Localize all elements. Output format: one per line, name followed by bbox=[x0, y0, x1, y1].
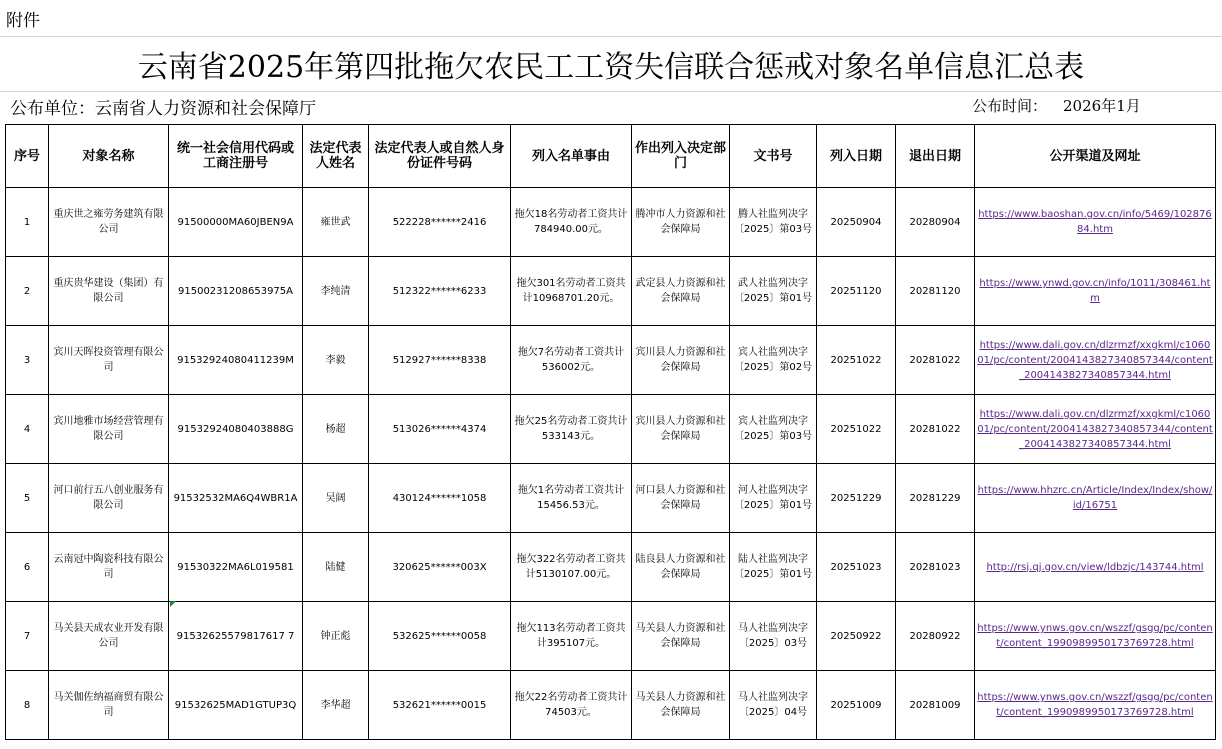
cell-legal-rep: 陆健 bbox=[303, 533, 369, 602]
cell-exit-date: 20281022 bbox=[896, 395, 975, 464]
cell-doc-no: 宾人社监列决字〔2025〕第03号 bbox=[730, 395, 817, 464]
channel-link[interactable]: https://www.hhzrc.cn/Article/Index/Index/show/id/16751 bbox=[977, 485, 1213, 511]
table-row bbox=[6, 395, 1216, 464]
cell-exit-date: 20281009 bbox=[896, 671, 975, 740]
cell-reason: 拖欠22名劳动者工资共计74503元。 bbox=[511, 671, 632, 740]
cell-exit-date: 20281023 bbox=[896, 533, 975, 602]
cell-credit-code: 91500000MA60JBEN9A bbox=[169, 188, 303, 257]
header-legal-rep: 法定代表人姓名 bbox=[303, 125, 369, 188]
cell-doc-no: 武人社监列决字〔2025〕第01号 bbox=[730, 257, 817, 326]
cell-reason: 拖欠18名劳动者工资共计784940.00元。 bbox=[511, 188, 632, 257]
cell-channel bbox=[975, 464, 1216, 533]
cell-doc-no: 马人社监列决字〔2025〕03号 bbox=[730, 602, 817, 671]
channel-link[interactable]: http://rsj.qj.gov.cn/view/ldbzjc/143744.html bbox=[986, 561, 1204, 573]
cell-channel bbox=[975, 671, 1216, 740]
cell-dept: 马关县人力资源和社会保障局 bbox=[632, 671, 730, 740]
channel-link[interactable]: https://www.baoshan.gov.cn/info/5469/10287684.htm bbox=[978, 209, 1212, 235]
cell-legal-rep: 杨超 bbox=[303, 395, 369, 464]
cell-list-date: 20250904 bbox=[817, 188, 896, 257]
cell-name: 河口前行五八创业服务有限公司 bbox=[49, 464, 169, 533]
cell-credit-code: 91532532MA6Q4WBR1A bbox=[169, 464, 303, 533]
cell-name: 马关县天成农业开发有限公司 bbox=[49, 602, 169, 671]
cell-id-number: 512927******8338 bbox=[369, 326, 511, 395]
cell-list-date: 20250922 bbox=[817, 602, 896, 671]
cell-comment-marker bbox=[170, 601, 176, 607]
cell-channel bbox=[975, 326, 1216, 395]
cell-reason: 拖欠301名劳动者工资共计10968701.20元。 bbox=[511, 257, 632, 326]
cell-id-number: 513026******4374 bbox=[369, 395, 511, 464]
cell-list-date: 20251229 bbox=[817, 464, 896, 533]
cell-name: 马关伽佐纳福商贸有限公司 bbox=[49, 671, 169, 740]
header-list-date: 列入日期 bbox=[817, 125, 896, 188]
cell-list-date: 20251120 bbox=[817, 257, 896, 326]
cell-no: 8 bbox=[6, 671, 49, 740]
cell-channel bbox=[975, 533, 1216, 602]
attachment-label: 附件 bbox=[6, 11, 40, 31]
header-name: 对象名称 bbox=[49, 125, 169, 188]
table-header-row bbox=[6, 125, 1216, 188]
cell-id-number: 532625******0058 bbox=[369, 602, 511, 671]
cell-credit-code: 91532625579817617 7 bbox=[169, 602, 303, 671]
page-title: 云南省2025年第四批拖欠农民工工资失信联合惩戒对象名单信息汇总表 bbox=[137, 50, 1085, 85]
cell-exit-date: 20281229 bbox=[896, 464, 975, 533]
header-reason: 列入名单事由 bbox=[511, 125, 632, 188]
header-id-number: 法定代表人或自然人身份证件号码 bbox=[369, 125, 511, 188]
cell-id-number: 430124******1058 bbox=[369, 464, 511, 533]
cell-legal-rep: 李华超 bbox=[303, 671, 369, 740]
cell-dept: 宾川县人力资源和社会保障局 bbox=[632, 326, 730, 395]
cell-doc-no: 马人社监列决字〔2025〕04号 bbox=[730, 671, 817, 740]
cell-dept: 宾川县人力资源和社会保障局 bbox=[632, 395, 730, 464]
header-dept: 作出列入决定部门 bbox=[632, 125, 730, 188]
cell-legal-rep: 钟正彪 bbox=[303, 602, 369, 671]
header-no: 序号 bbox=[6, 125, 49, 188]
channel-link[interactable]: https://www.dali.gov.cn/dlzrmzf/xxgkml/c106001/pc/content/2004143827340857344/content_2004143827340857344.html bbox=[977, 408, 1213, 450]
cell-list-date: 20251022 bbox=[817, 395, 896, 464]
cell-reason: 拖欠1名劳动者工资共计15456.53元。 bbox=[511, 464, 632, 533]
cell-channel bbox=[975, 395, 1216, 464]
cell-channel bbox=[975, 602, 1216, 671]
header-channel: 公开渠道及网址 bbox=[975, 125, 1216, 188]
cell-exit-date: 20281022 bbox=[896, 326, 975, 395]
cell-dept: 武定县人力资源和社会保障局 bbox=[632, 257, 730, 326]
title-row bbox=[0, 36, 1222, 92]
cell-name: 重庆世之雍劳务建筑有限公司 bbox=[49, 188, 169, 257]
header-doc-no: 文书号 bbox=[730, 125, 817, 188]
cell-credit-code: 91532924080411239M bbox=[169, 326, 303, 395]
cell-id-number: 320625******003X bbox=[369, 533, 511, 602]
cell-exit-date: 20280922 bbox=[896, 602, 975, 671]
table-row bbox=[6, 533, 1216, 602]
cell-reason: 拖欠25名劳动者工资共计533143元。 bbox=[511, 395, 632, 464]
cell-legal-rep: 雍世武 bbox=[303, 188, 369, 257]
channel-link[interactable]: https://www.dali.gov.cn/dlzrmzf/xxgkml/c106001/pc/content/2004143827340857344/content_2004143827340857344.html bbox=[977, 339, 1213, 381]
cell-credit-code: 91500231208653975A bbox=[169, 257, 303, 326]
cell-no: 1 bbox=[6, 188, 49, 257]
cell-exit-date: 20281120 bbox=[896, 257, 975, 326]
cell-id-number: 512322******6233 bbox=[369, 257, 511, 326]
header-credit-code: 统一社会信用代码或工商注册号 bbox=[169, 125, 303, 188]
channel-link[interactable]: https://www.ynwd.gov.cn/info/1011/308461.htm bbox=[979, 278, 1211, 304]
cell-id-number: 532621******0015 bbox=[369, 671, 511, 740]
cell-reason: 拖欠7名劳动者工资共计536002元。 bbox=[511, 326, 632, 395]
cell-legal-rep: 吴阔 bbox=[303, 464, 369, 533]
cell-no: 2 bbox=[6, 257, 49, 326]
cell-name: 宾川地雅市场经营管理有限公司 bbox=[49, 395, 169, 464]
cell-reason: 拖欠113名劳动者工资共计395107元。 bbox=[511, 602, 632, 671]
channel-link[interactable]: https://www.ynws.gov.cn/wszzf/gsgg/pc/content/content_1990989950173769728.html bbox=[977, 623, 1213, 649]
cell-legal-rep: 李毅 bbox=[303, 326, 369, 395]
cell-dept: 陆良县人力资源和社会保障局 bbox=[632, 533, 730, 602]
table-row bbox=[6, 602, 1216, 671]
channel-link[interactable]: https://www.ynws.gov.cn/wszzf/gsgg/pc/content/content_1990989950173769728.html bbox=[977, 692, 1213, 718]
cell-doc-no: 宾人社监列决字〔2025〕第02号 bbox=[730, 326, 817, 395]
blacklist-table bbox=[5, 124, 1216, 740]
cell-no: 3 bbox=[6, 326, 49, 395]
cell-no: 7 bbox=[6, 602, 49, 671]
cell-doc-no: 腾人社监列决字〔2025〕第03号 bbox=[730, 188, 817, 257]
cell-no: 4 bbox=[6, 395, 49, 464]
cell-id-number: 522228******2416 bbox=[369, 188, 511, 257]
publish-time-value: 2026年1月 bbox=[1063, 97, 1141, 115]
cell-reason: 拖欠322名劳动者工资共计5130107.00元。 bbox=[511, 533, 632, 602]
header-exit-date: 退出日期 bbox=[896, 125, 975, 188]
cell-name: 重庆贵华建设（集团）有限公司 bbox=[49, 257, 169, 326]
cell-name: 云南冠中陶瓷科技有限公司 bbox=[49, 533, 169, 602]
table-row bbox=[6, 464, 1216, 533]
table-row bbox=[6, 671, 1216, 740]
cell-credit-code: 91530322MA6L019581 bbox=[169, 533, 303, 602]
publisher-text: 公布单位：云南省人力资源和社会保障厅 bbox=[10, 99, 316, 119]
table-row bbox=[6, 326, 1216, 395]
table-row bbox=[6, 188, 1216, 257]
cell-list-date: 20251022 bbox=[817, 326, 896, 395]
cell-dept: 河口县人力资源和社会保障局 bbox=[632, 464, 730, 533]
cell-list-date: 20251023 bbox=[817, 533, 896, 602]
publish-time bbox=[972, 95, 1157, 116]
publish-time-label: 公布时间： bbox=[972, 97, 1048, 115]
cell-doc-no: 河人社监列决字〔2025〕第01号 bbox=[730, 464, 817, 533]
cell-channel bbox=[975, 188, 1216, 257]
cell-dept: 腾冲市人力资源和社会保障局 bbox=[632, 188, 730, 257]
cell-legal-rep: 李纯清 bbox=[303, 257, 369, 326]
cell-name: 宾川天晖投资管理有限公司 bbox=[49, 326, 169, 395]
cell-dept: 马关县人力资源和社会保障局 bbox=[632, 602, 730, 671]
cell-exit-date: 20280904 bbox=[896, 188, 975, 257]
cell-list-date: 20251009 bbox=[817, 671, 896, 740]
cell-credit-code: 91532625MAD1GTUP3Q bbox=[169, 671, 303, 740]
cell-no: 6 bbox=[6, 533, 49, 602]
cell-credit-code: 91532924080403888G bbox=[169, 395, 303, 464]
cell-channel bbox=[975, 257, 1216, 326]
cell-doc-no: 陆人社监列决字〔2025〕第01号 bbox=[730, 533, 817, 602]
cell-no: 5 bbox=[6, 464, 49, 533]
table-row bbox=[6, 257, 1216, 326]
